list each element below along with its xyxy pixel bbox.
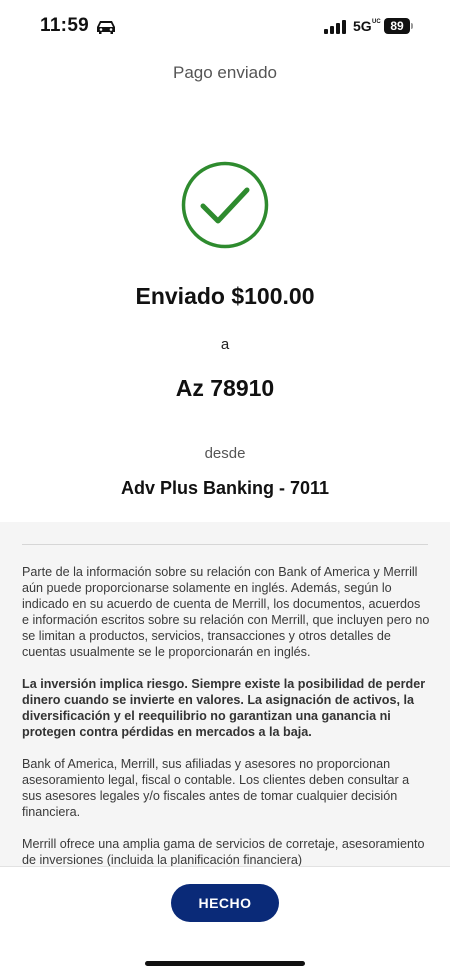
disclosure-legal-advice: Bank of America, Merrill, sus afiliadas y asesores no proporcionan asesoramiento legal, fiscal o contable. Los clientes deben consultar a sus asesores legales y/o fiscales antes de tomar cualquier decisión financiera. — [22, 757, 410, 819]
home-indicator[interactable] — [145, 961, 305, 966]
disclosure-merrill-services: Merrill ofrece una amplia gama de servicios de corretaje, asesoramiento de inversiones (incluida la planificación financiera) — [22, 837, 425, 866]
car-icon — [96, 19, 116, 35]
disclosure-text — [22, 564, 430, 866]
network-type: 5G — [353, 18, 372, 34]
disclosure-scroll-area[interactable] — [0, 522, 450, 866]
disclosure-language-notice: Parte de la información sobre su relación con Bank of America y Merrill aún puede proporcionarse solamente en inglés. Además, según lo indicado en su acuerdo de cuenta de Merrill, los documentos, acuerdos e información escritos sobre su relación con Merrill, que incluyen pero no se limitan a productos, servicios, transacciones y otros detalles de cuentas usualmente se le proporcionarán en inglés. — [22, 565, 430, 659]
done-button[interactable]: HECHO — [171, 884, 279, 922]
network-suffix: UC — [372, 19, 381, 25]
status-bar — [0, 0, 450, 56]
sent-amount: Enviado $100.00 — [135, 283, 315, 309]
checkmark-circle-icon — [181, 161, 269, 249]
divider — [22, 544, 428, 545]
to-label: a — [220, 336, 230, 353]
page-title: Pago enviado — [173, 63, 277, 82]
recipient-name: Az 78910 — [175, 375, 275, 401]
battery-level: 89 — [384, 18, 410, 34]
from-label: desde — [204, 445, 246, 462]
status-time: 11:59 — [40, 15, 90, 36]
disclosure-investment-risk: La inversión implica riesgo. Siempre existe la posibilidad de perder dinero cuando se invierte en valores. La asignación de activos, la diversificación y el reequilibrio no garantizan una ganancia ni protegen contra pérdidas en mercados a la baja. — [22, 677, 426, 739]
battery-tip — [411, 23, 413, 29]
from-account: Adv Plus Banking - 7011 — [120, 478, 330, 498]
bottom-action-bar — [0, 866, 450, 976]
signal-bars-icon — [324, 20, 348, 34]
